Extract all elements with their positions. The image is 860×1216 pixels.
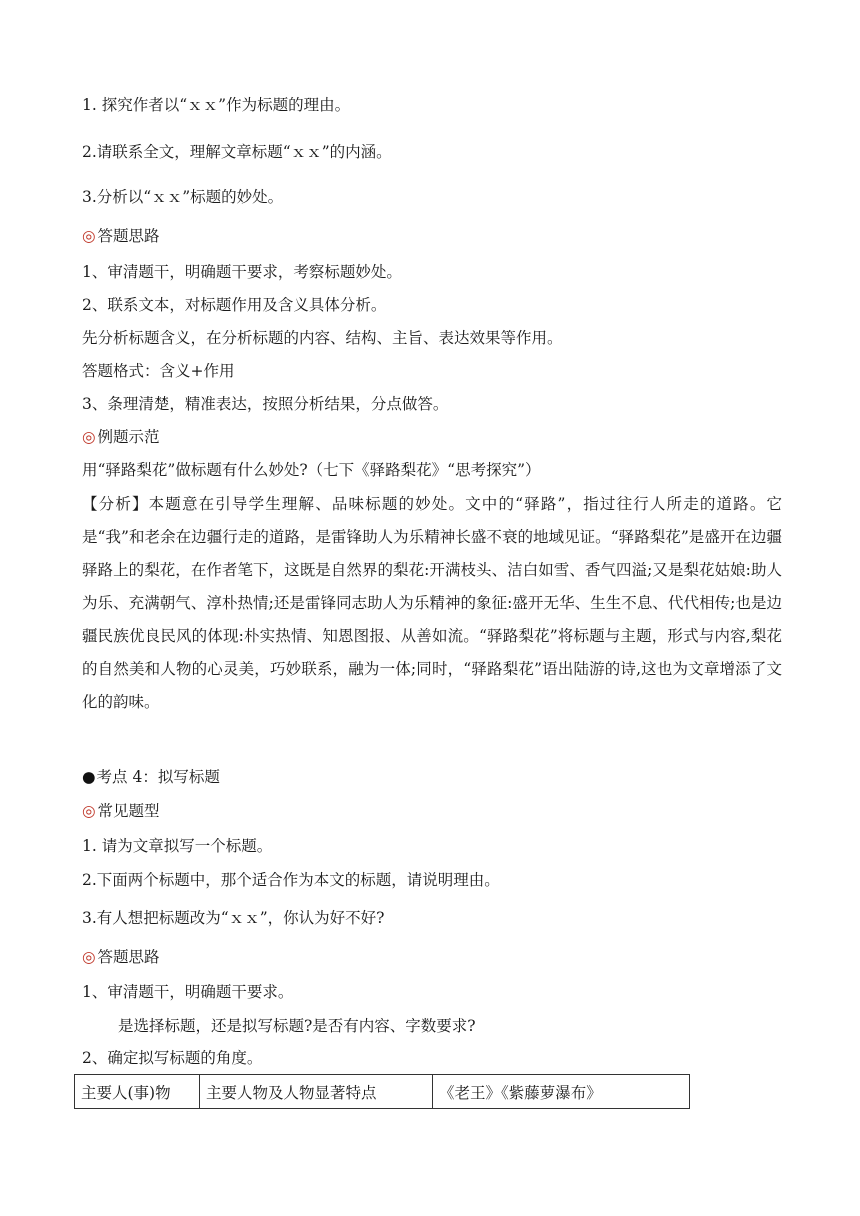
example-heading: ◎ 例题示范 (82, 428, 160, 446)
type-3: 3.有人想把标题改为“ｘｘ”，你认为好不好? (82, 909, 385, 927)
thinking-heading: ◎ 答题思路 (82, 227, 160, 245)
step-2: 2、确定拟写标题的角度。 (82, 1049, 263, 1067)
thinking-step-1: 1、审清题干，明确题干要求，考察标题妙处。 (82, 263, 402, 281)
question-1: 1. 探究作者以“ｘｘ”作为标题的理由。 (82, 96, 351, 114)
step-1: 1、审清题干，明确题干要求。 (82, 983, 294, 1001)
section-4-title: ●考点 4：拟写标题 (82, 768, 220, 786)
example-question: 用“驿路梨花”做标题有什么妙处?（七下《驿路梨花》“思考探究”） (82, 461, 541, 479)
type-1: 1. 请为文章拟写一个标题。 (82, 837, 273, 855)
bullet-icon: ● (82, 768, 96, 786)
thinking-heading-2: ◎ 答题思路 (82, 948, 160, 966)
type-2: 2.下面两个标题中，那个适合作为本文的标题，请说明理由。 (82, 871, 500, 889)
question-2: 2.请联系全文，理解文章标题“ｘｘ”的内涵。 (82, 143, 392, 161)
thinking-detail: 先分析标题含义，在分析标题的内容、结构、主旨、表达效果等作用。 (82, 329, 563, 347)
table-cell-examples: 《老王》《紫藤萝瀑布》 (433, 1075, 690, 1109)
double-circle-icon: ◎ (82, 227, 96, 245)
analysis-paragraph: 【分析】本题意在引导学生理解、品味标题的妙处。文中的“驿路”，指过往行人所走的道路。它是“我”和老余在边疆行走的道路，是雷锋助人为乐精神长盛不衰的地域见证。“驿路梨花”是盛开在边疆驿路上的梨花，在作者笔下，这既是自然界的梨花:开满枝头、洁白如雪、香气四溢;又是梨花姑娘:助人为乐、充满朝气、淳朴热情;还是雷锋同志助人为乐精神的象征:盛开无华、生生不息、代代相传;也是边疆民族优良民风的体现:朴实热情、知恩图报、从善如流。“驿路梨花”将标题与主题，形式与内容,梨花的自然美和人物的心灵美，巧妙联系，融为一体;同时，“驿路梨花”语出陆游的诗,这也为文章增添了文化的韵味。 (82, 495, 782, 711)
double-circle-icon: ◎ (82, 428, 96, 446)
question-3: 3.分析以“ｘｘ”标题的妙处。 (82, 188, 284, 206)
table-row (75, 1075, 690, 1109)
table-cell-type: 主要人(事)物 (75, 1075, 200, 1109)
thinking-step-3: 3、条理清楚，精准表达，按照分析结果，分点做答。 (82, 395, 449, 413)
double-circle-icon: ◎ (82, 948, 96, 966)
step-1-detail: 是选择标题，还是拟写标题?是否有内容、字数要求? (118, 1017, 476, 1035)
angle-table (74, 1074, 690, 1109)
thinking-step-2: 2、联系文本，对标题作用及含义具体分析。 (82, 296, 387, 314)
table-cell-description: 主要人物及人物显著特点 (200, 1075, 433, 1109)
answer-format: 答题格式：含义+作用 (82, 362, 235, 380)
types-heading: ◎ 常见题型 (82, 802, 160, 820)
double-circle-icon: ◎ (82, 802, 96, 820)
